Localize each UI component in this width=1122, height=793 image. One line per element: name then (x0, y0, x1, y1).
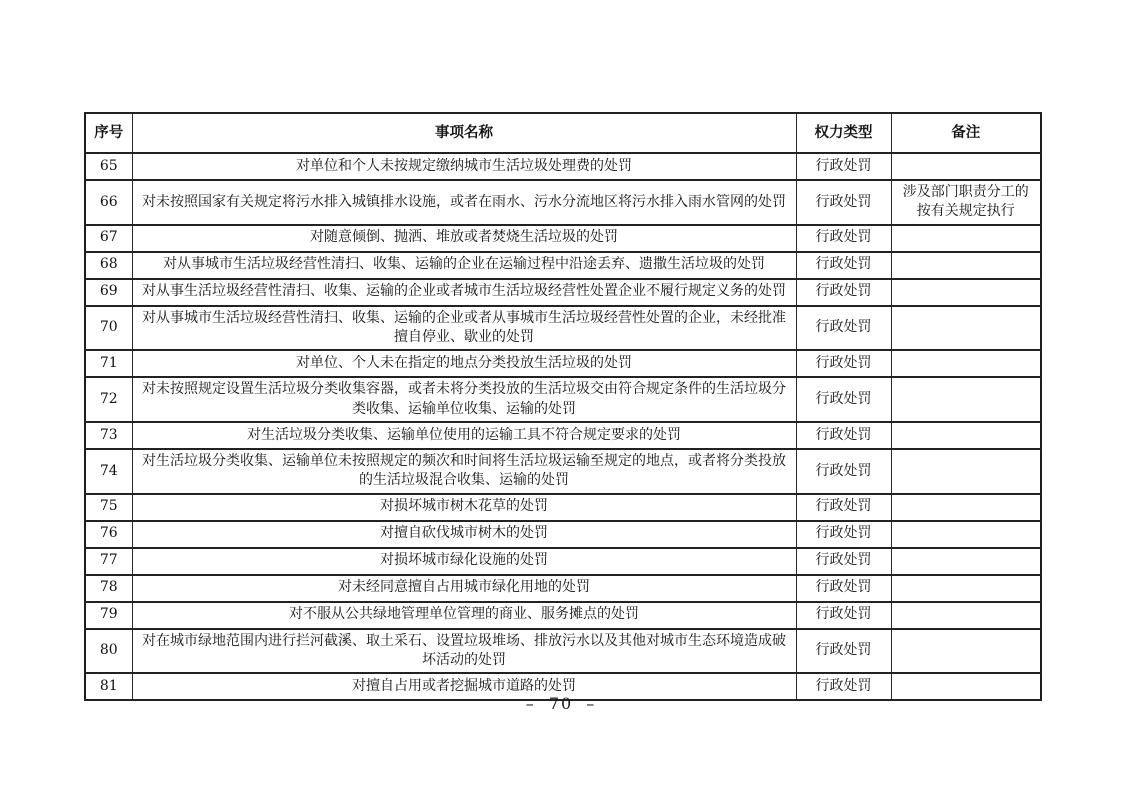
row-number-cell: 75 (85, 494, 132, 521)
power-type-cell: 行政处罚 (796, 306, 891, 351)
item-name-cell: 对不服从公共绿地管理单位管理的商业、服务摊点的处罚 (132, 602, 796, 629)
row-number-cell: 79 (85, 602, 132, 629)
item-name-cell: 对从事城市生活垃圾经营性清扫、收集、运输的企业在运输过程中沿途丢弃、遗撒生活垃圾的处罚 (132, 252, 796, 279)
row-number-cell: 78 (85, 575, 132, 602)
table-row (85, 306, 1041, 351)
remark-cell (891, 377, 1041, 422)
power-type-cell: 行政处罚 (796, 673, 891, 700)
power-type-cell: 行政处罚 (796, 225, 891, 252)
table-row (85, 350, 1041, 377)
header-power-type: 权力类型 (796, 113, 891, 153)
item-name-cell: 对擅自占用或者挖掘城市道路的处罚 (132, 673, 796, 700)
power-type-cell: 行政处罚 (796, 153, 891, 180)
remark-cell (891, 350, 1041, 377)
power-type-cell: 行政处罚 (796, 449, 891, 494)
remark-cell (891, 548, 1041, 575)
item-name-cell: 对生活垃圾分类收集、运输单位使用的运输工具不符合规定要求的处罚 (132, 422, 796, 449)
item-name-cell: 对损坏城市绿化设施的处罚 (132, 548, 796, 575)
header-serial-number: 序号 (85, 113, 132, 153)
table-row (85, 629, 1041, 674)
table-body (85, 153, 1041, 700)
row-number-cell: 73 (85, 422, 132, 449)
item-name-cell: 对从事城市生活垃圾经营性清扫、收集、运输的企业或者从事城市生活垃圾经营性处置的企业，未经批准擅自停业、歇业的处罚 (132, 306, 796, 351)
row-number-cell: 77 (85, 548, 132, 575)
item-name-cell: 对随意倾倒、抛洒、堆放或者焚烧生活垃圾的处罚 (132, 225, 796, 252)
power-type-cell: 行政处罚 (796, 494, 891, 521)
row-number-cell: 67 (85, 225, 132, 252)
power-type-cell: 行政处罚 (796, 377, 891, 422)
remark-cell (891, 153, 1041, 180)
item-name-cell: 对未按照规定设置生活垃圾分类收集容器，或者未将分类投放的生活垃圾交由符合规定条件的生活垃圾分类收集、运输单位收集、运输的处罚 (132, 377, 796, 422)
row-number-cell: 69 (85, 279, 132, 306)
item-name-cell: 对擅自砍伐城市树木的处罚 (132, 521, 796, 548)
remark-cell: 涉及部门职责分工的按有关规定执行 (891, 180, 1041, 225)
table-row (85, 279, 1041, 306)
item-name-cell: 对生活垃圾分类收集、运输单位未按照规定的频次和时间将生活垃圾运输至规定的地点，或者将分类投放的生活垃圾混合收集、运输的处罚 (132, 449, 796, 494)
remark-cell (891, 629, 1041, 674)
header-item-name: 事项名称 (132, 113, 796, 153)
row-number-cell: 80 (85, 629, 132, 674)
remark-cell (891, 494, 1041, 521)
remark-cell (891, 306, 1041, 351)
table-row (85, 153, 1041, 180)
table-header-row (85, 113, 1041, 153)
header-remark: 备注 (891, 113, 1041, 153)
page-number: – 70 – (525, 694, 597, 713)
power-type-cell: 行政处罚 (796, 575, 891, 602)
item-name-cell: 对未经同意擅自占用城市绿化用地的处罚 (132, 575, 796, 602)
item-name-cell: 对在城市绿地范围内进行拦河截溪、取土采石、设置垃圾堆场、排放污水以及其他对城市生态环境造成破坏活动的处罚 (132, 629, 796, 674)
power-type-cell: 行政处罚 (796, 602, 891, 629)
table-row (85, 449, 1041, 494)
table-row (85, 494, 1041, 521)
row-number-cell: 70 (85, 306, 132, 351)
table-row (85, 521, 1041, 548)
row-number-cell: 76 (85, 521, 132, 548)
item-name-cell: 对单位、个人未在指定的地点分类投放生活垃圾的处罚 (132, 350, 796, 377)
penalty-items-table (84, 112, 1042, 701)
item-name-cell: 对未按照国家有关规定将污水排入城镇排水设施，或者在雨水、污水分流地区将污水排入雨水管网的处罚 (132, 180, 796, 225)
item-name-cell: 对从事生活垃圾经营性清扫、收集、运输的企业或者城市生活垃圾经营性处置企业不履行规定义务的处罚 (132, 279, 796, 306)
table-row (85, 548, 1041, 575)
item-name-cell: 对损坏城市树木花草的处罚 (132, 494, 796, 521)
table-row (85, 602, 1041, 629)
row-number-cell: 81 (85, 673, 132, 700)
remark-cell (891, 575, 1041, 602)
row-number-cell: 72 (85, 377, 132, 422)
row-number-cell: 68 (85, 252, 132, 279)
remark-cell (891, 279, 1041, 306)
table-row (85, 252, 1041, 279)
remark-cell (891, 449, 1041, 494)
table-row (85, 180, 1041, 225)
power-type-cell: 行政处罚 (796, 279, 891, 306)
row-number-cell: 65 (85, 153, 132, 180)
remark-cell (891, 521, 1041, 548)
remark-cell (891, 225, 1041, 252)
row-number-cell: 71 (85, 350, 132, 377)
remark-cell (891, 602, 1041, 629)
remark-cell (891, 422, 1041, 449)
table-row (85, 225, 1041, 252)
power-type-cell: 行政处罚 (796, 180, 891, 225)
table-row (85, 575, 1041, 602)
row-number-cell: 74 (85, 449, 132, 494)
table-row (85, 422, 1041, 449)
row-number-cell: 66 (85, 180, 132, 225)
power-type-cell: 行政处罚 (796, 422, 891, 449)
power-type-cell: 行政处罚 (796, 629, 891, 674)
power-type-cell: 行政处罚 (796, 548, 891, 575)
remark-cell (891, 252, 1041, 279)
table-row (85, 377, 1041, 422)
power-type-cell: 行政处罚 (796, 252, 891, 279)
item-name-cell: 对单位和个人未按规定缴纳城市生活垃圾处理费的处罚 (132, 153, 796, 180)
power-type-cell: 行政处罚 (796, 350, 891, 377)
power-type-cell: 行政处罚 (796, 521, 891, 548)
